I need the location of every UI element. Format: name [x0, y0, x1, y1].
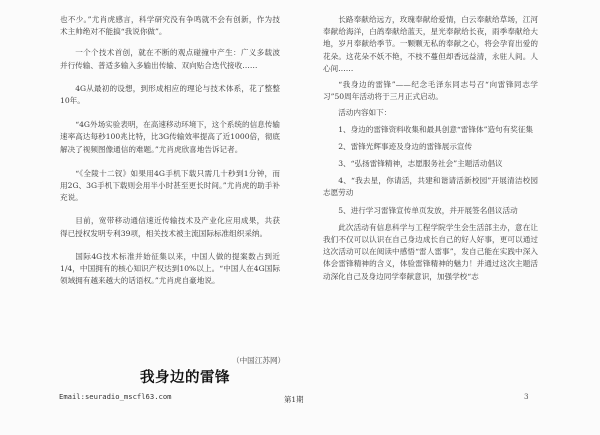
- activity-list: [323, 124, 538, 217]
- left-column: [60, 14, 280, 297]
- paragraph: 4G从最初的设想，到形成相应的理论与技术体系，花了整整10年。: [60, 83, 280, 106]
- paragraph: 活动内容如下：: [338, 108, 392, 118]
- closing-paragraph: 此次活动有信息科学与工程学院学生会生活部主办，意在让我们不仅可以认识在自己身边成长自己的好人好事，更可以通过这次活动可以在阅读中感悟“雷人雷事”，发自己能在实践中深入体会雷锋精神的含义，体验雷锋精神的魅力！并通过这次主题活动深化自己及身边同学奉献意识，加强学校“志: [323, 222, 538, 281]
- paragraph: 也不少。”尤肖虎感言，科学研究没有争鸣就不会有创新，作为技术主帅绝对不能搞“我说你做”。: [60, 15, 280, 37]
- list-item: 4、“我去星，你请活，共建和谐请活新校园”开展清洁校园志愿劳动: [323, 176, 538, 198]
- article-source: （中国江苏网）: [232, 356, 286, 365]
- paragraph: “《全陵十二钗》如果用4G手机下载只需几十秒到1分钟，而用2G、3G手机下载则会用半小时甚至更长时间。”尤肖虎的助手补充说。: [60, 168, 280, 203]
- paragraph: 一个个技术首创，就在不断的观点碰撞中产生：广义多载波并行传输、普适多输入多输出传输、双向贴合迭代接收……: [60, 48, 280, 70]
- list-item: 3、“弘扬雷锋精神，志愿服务社会”主题活动倡议: [338, 159, 503, 169]
- article-title: 我身边的雷锋: [140, 370, 230, 386]
- right-column: [323, 14, 538, 287]
- paragraph: “我身边的雷锋”——纪念毛泽东同志号召“向雷锋同志学习”50周年活动将于三月正式启动。: [323, 80, 538, 102]
- contact-email: Email:seuradio_mscfl63.com: [59, 392, 172, 401]
- paragraph: 长路奉献给远方，玫瑰奉献给爱情，白云奉献给草场，江河奉献给海洋，白鸽奉献给蓝天，星光奉献给长夜，雨季奉献给大地，岁月奉献给季节。一颗颗无私的奉献之心，将会孕育出爱的花朵。这花朵不妖不艳，不枝不蔓但却香远益清，永驻人间。人心间……: [323, 15, 538, 73]
- paragraph: 目前，宽带移动通信速近传输技术及产业化应用成果，共获得已授权发明专利39项，相关技术被主流国际标准组织采纳。: [60, 216, 280, 238]
- paragraph: 国际4G技术标准并始征集以来，中国人做的提案数占到近1/4，中国拥有的核心知识产权达到10%以上。“中国人在4G国际领域拥有越来越大的话语权。”尤肖虎自豪地说。: [60, 251, 280, 286]
- list-item: 2、雷锋光辉事迹及身边的雷锋展示宣传: [338, 141, 473, 151]
- issue-label: 第1期: [284, 395, 304, 404]
- list-item: 1、身边的雷锋资料收集和最具创意“雷锋体”造句有奖征集: [338, 124, 534, 134]
- paragraph: “4G外场实验表明，在高速移动环境下，这个系统的信息传输速率高达每秒100兆比特，比3G传输效率提高了近1000倍，彻底解决了视频图像通信的难题。”尤肖虎欣喜地告诉记者。: [60, 120, 280, 154]
- list-item: 5、进行学习雷锋宣传单页发放，并开展签名倡议活动: [338, 205, 518, 215]
- page-number: 3: [524, 392, 529, 401]
